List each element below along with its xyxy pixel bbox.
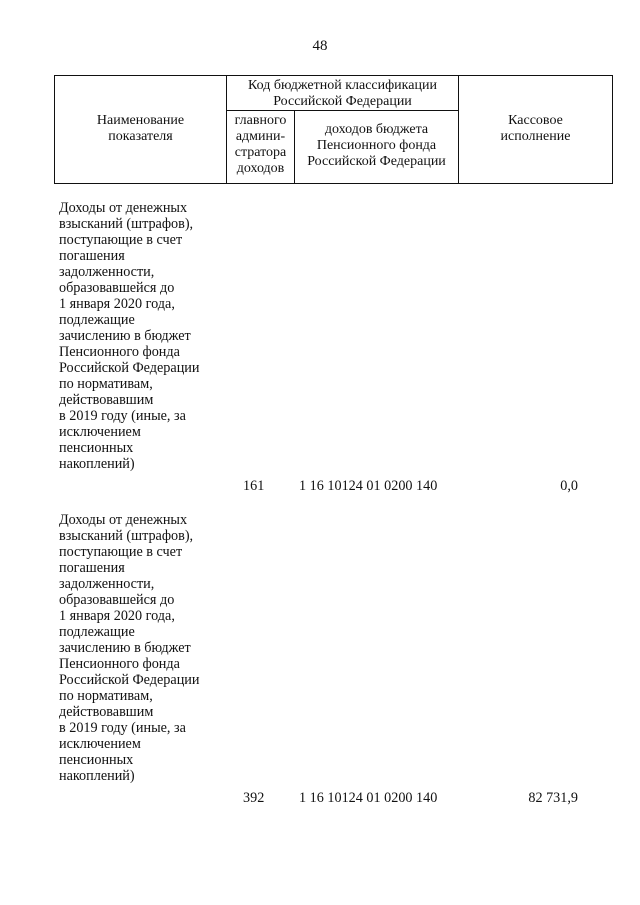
row-2-execution-value: 82 731,9 — [528, 790, 578, 806]
row-1-budget-code: 1 16 10124 01 0200 140 — [299, 478, 438, 494]
header-admin-column: главного админи- стратора доходов — [234, 113, 287, 176]
row-2-name: Доходы от денежных взысканий (штрафов), поступающие в счет погашения задолженности, образовавшейся до 1 января 2020 года, подлежащие зачислению в бюджет Пенсионного фонда Российской Федерации по нормативам, действовавшим в 2019 году (иные, за исключением пенсионных накоплений) — [59, 512, 200, 784]
row-1-name: Доходы от денежных взысканий (штрафов), поступающие в счет погашения задолженности, образовавшейся до 1 января 2020 года, подлежащие зачислению в бюджет Пенсионного фонда Российской Федерации по нормативам, действовавшим в 2019 году (иные, за исключением пенсионных накоплений) — [59, 200, 200, 472]
header-name-column: Наименование показателя — [96, 113, 185, 144]
row-2-admin-code: 392 — [243, 790, 265, 806]
header-execution-column: Кассовое исполнение — [500, 113, 571, 144]
header-code-group: Код бюджетной классификации Российской Федерации — [248, 78, 437, 109]
row-2-budget-code: 1 16 10124 01 0200 140 — [299, 790, 438, 806]
row-1-execution-value: 0,0 — [560, 478, 578, 494]
header-income-column: доходов бюджета Пенсионного фонда Российской Федерации — [307, 122, 446, 169]
table-header — [0, 0, 640, 200]
row-1-admin-code: 161 — [243, 478, 265, 494]
header-top-rule — [54, 75, 613, 76]
page-number: 48 — [312, 38, 328, 54]
header-mid-rule — [226, 110, 458, 111]
header-bottom-rule — [54, 183, 613, 184]
header-right-border — [612, 75, 613, 184]
